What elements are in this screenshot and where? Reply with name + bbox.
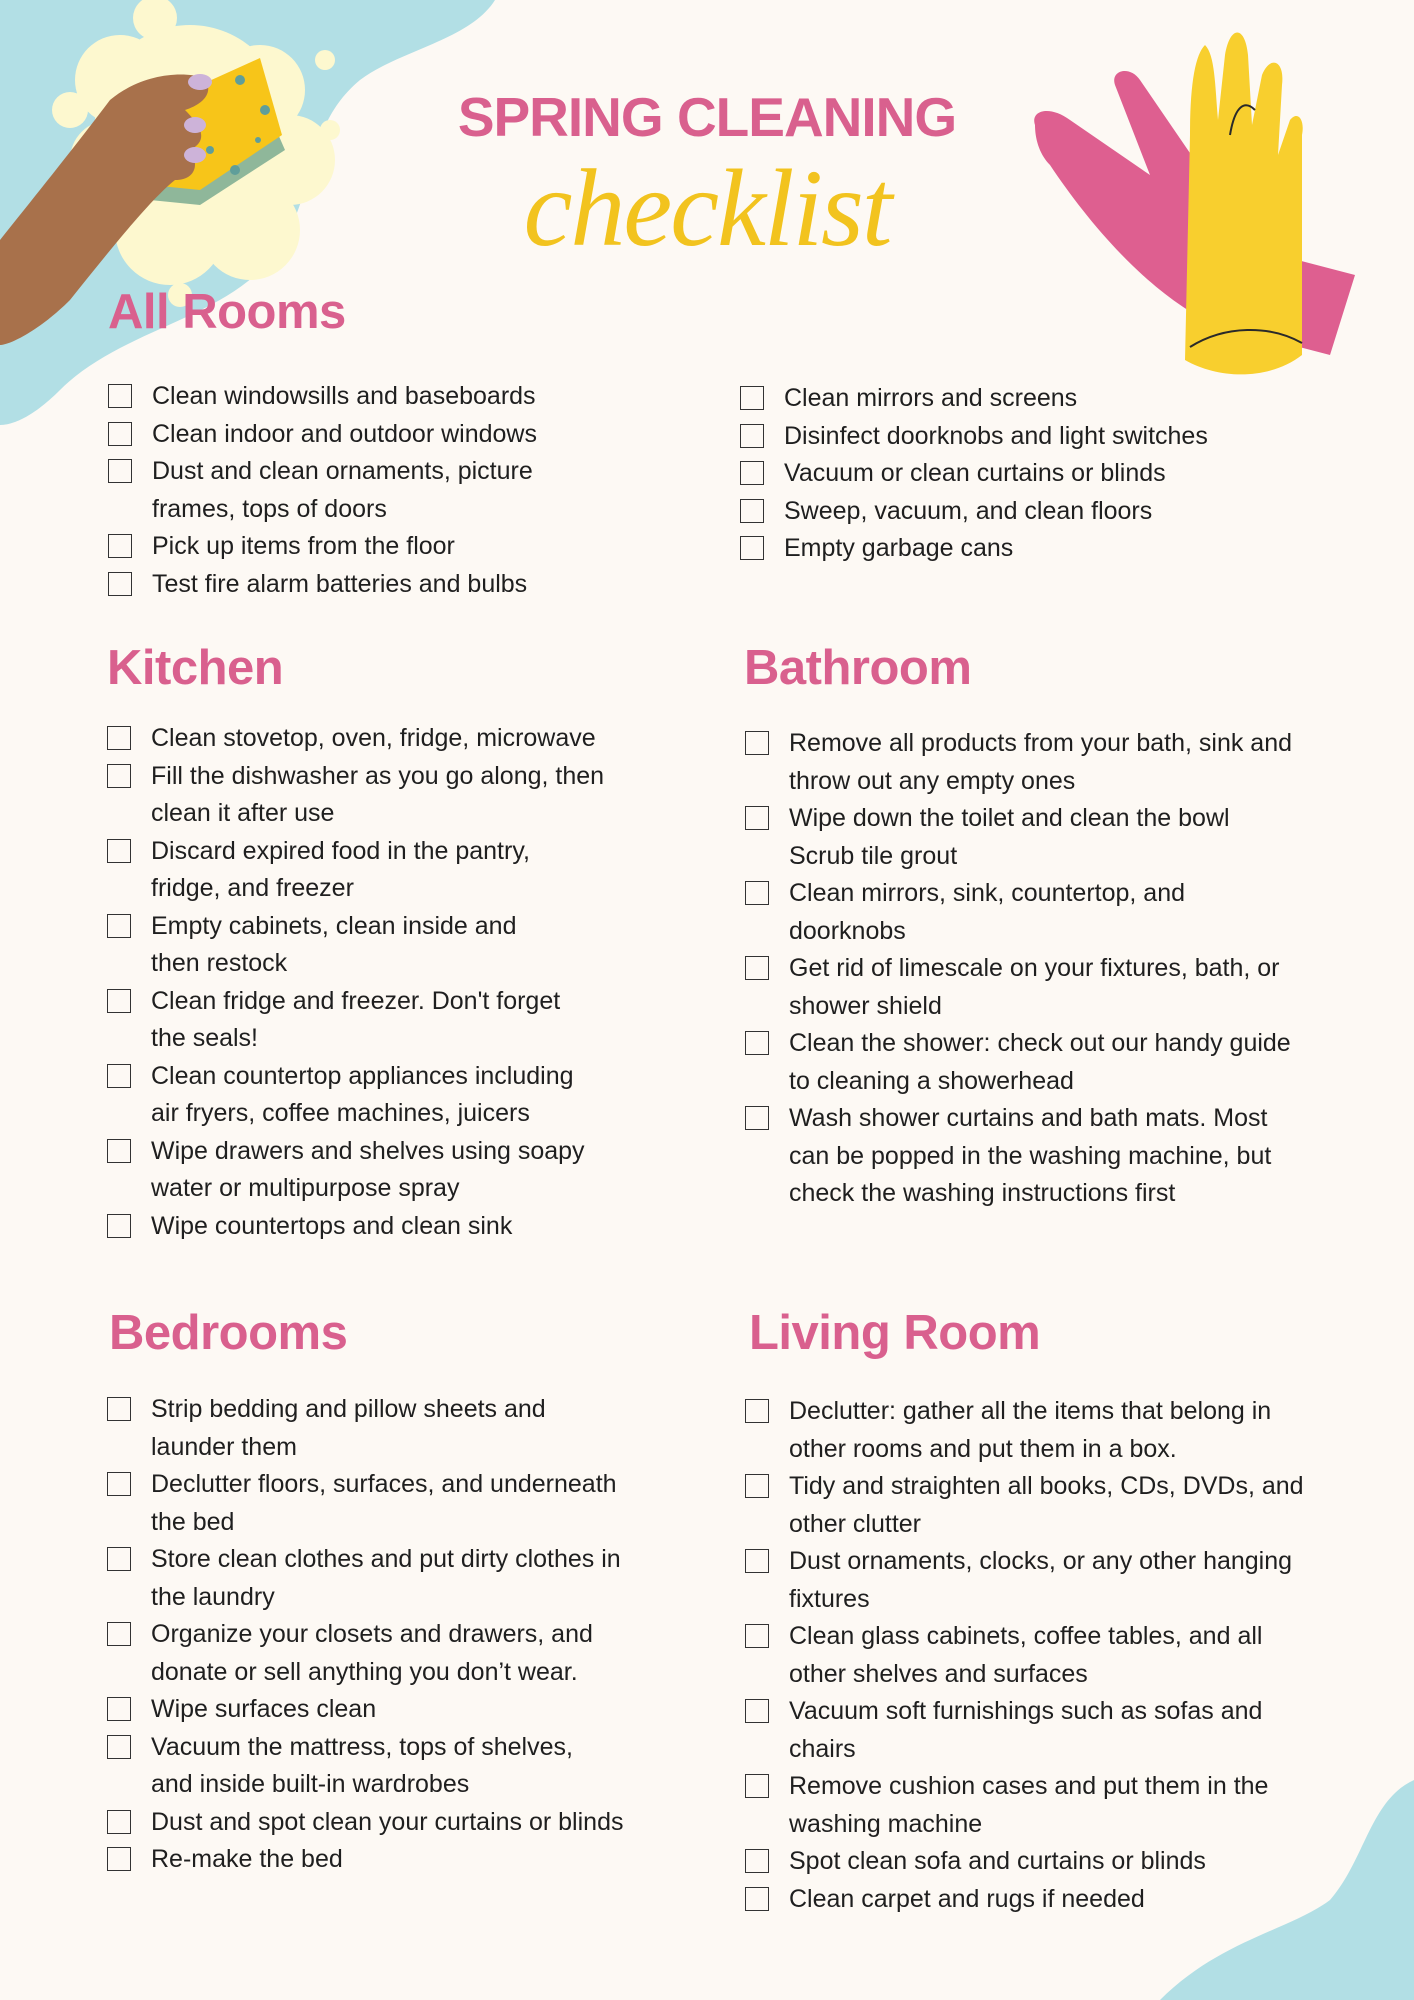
- checklist-item: [745, 1618, 1304, 1693]
- checklist-item: [745, 950, 1292, 1025]
- heading-all-rooms: All Rooms: [108, 285, 346, 339]
- checklist-item: [745, 875, 1292, 950]
- checklist-item: [107, 1616, 623, 1691]
- bedrooms-list: [107, 1391, 623, 1879]
- checkbox[interactable]: [745, 806, 769, 830]
- checklist-item-text: Get rid of limescale on your fixtures, bath, or: [789, 954, 1280, 982]
- checklist-item: [107, 1133, 604, 1208]
- checkbox[interactable]: [745, 1887, 769, 1911]
- checkbox[interactable]: [108, 534, 132, 558]
- checklist-item-text: to cleaning a showerhead: [789, 1066, 1074, 1095]
- checkbox[interactable]: [745, 1624, 769, 1648]
- checkbox[interactable]: [107, 989, 131, 1013]
- checklist-item-text: Empty cabinets, clean inside and: [151, 911, 517, 940]
- checklist-item: [745, 800, 1292, 875]
- checklist-item-text: Remove cushion cases and put them in the: [789, 1772, 1269, 1800]
- checkbox[interactable]: [107, 1472, 131, 1496]
- checklist-item: [107, 983, 604, 1058]
- checklist-item: [740, 418, 1208, 456]
- checklist-item-text: Clean mirrors, sink, countertop, and: [789, 879, 1186, 907]
- checkbox[interactable]: [745, 1031, 769, 1055]
- checkbox[interactable]: [740, 461, 764, 485]
- checklist-item-text: throw out any empty ones: [789, 766, 1076, 795]
- checklist-item: [107, 1691, 623, 1729]
- checklist-item-text: Dust ornaments, clocks, or any other hanging: [789, 1547, 1293, 1575]
- checklist-item: [107, 908, 604, 983]
- checklist-item-text: Clean windowsills and baseboards: [152, 382, 536, 410]
- checklist-item-text: can be popped in the washing machine, but: [789, 1141, 1272, 1170]
- checkbox[interactable]: [107, 1214, 131, 1238]
- checkbox[interactable]: [745, 1474, 769, 1498]
- checklist-item-text: air fryers, coffee machines, juicers: [151, 1099, 530, 1127]
- checklist-item-text: Store clean clothes and put dirty clothes in: [151, 1545, 621, 1573]
- checkbox[interactable]: [745, 1699, 769, 1723]
- checkbox[interactable]: [107, 764, 131, 788]
- checklist-item-text: and inside built-in wardrobes: [151, 1770, 470, 1798]
- checklist-item-text: Clean mirrors and screens: [784, 384, 1078, 412]
- checklist-item-text: fixtures: [789, 1584, 870, 1613]
- checklist-item-text: Clean carpet and rugs if needed: [789, 1884, 1145, 1913]
- checklist-item: [108, 453, 537, 528]
- checklist-item: [108, 416, 537, 454]
- checkbox[interactable]: [107, 1697, 131, 1721]
- checklist-item-text: the bed: [151, 1507, 235, 1536]
- checklist-item-text: fridge, and freezer: [151, 874, 354, 902]
- checkbox[interactable]: [107, 1064, 131, 1088]
- checklist-item: [745, 1881, 1304, 1919]
- checklist-item-text: then restock: [151, 949, 288, 977]
- checklist-item-text: Vacuum the mattress, tops of shelves,: [151, 1732, 573, 1761]
- checklist-item: [107, 833, 604, 908]
- checklist-item-text: donate or sell anything you don’t wear.: [151, 1657, 578, 1686]
- checklist-item-text: Clean countertop appliances including: [151, 1061, 574, 1090]
- checkbox[interactable]: [745, 881, 769, 905]
- checkbox[interactable]: [745, 956, 769, 980]
- checklist-item: [107, 720, 604, 758]
- checklist-item-text: Wipe surfaces clean: [151, 1695, 377, 1723]
- checklist-item-text: Strip bedding and pillow sheets and: [151, 1395, 546, 1423]
- checklist-item-text: other shelves and surfaces: [789, 1659, 1088, 1688]
- checklist-item-text: Clean the shower: check out our handy guide: [789, 1029, 1291, 1057]
- checklist-item-text: Tidy and straighten all books, CDs, DVDs, and: [789, 1472, 1304, 1500]
- checklist-item-text: shower shield: [789, 991, 942, 1020]
- checklist-item-text: washing machine: [789, 1809, 983, 1838]
- checkbox[interactable]: [740, 499, 764, 523]
- checklist-item-text: Test fire alarm batteries and bulbs: [152, 569, 528, 598]
- checklist-item-text: Spot clean sofa and curtains or blinds: [789, 1847, 1206, 1875]
- checklist-item: [107, 1208, 604, 1246]
- checklist-item-text: frames, tops of doors: [152, 494, 387, 523]
- checklist-item-text: Empty garbage cans: [784, 534, 1014, 562]
- checklist-item: [108, 378, 537, 416]
- checklist-item: [740, 455, 1208, 493]
- checkbox[interactable]: [745, 1774, 769, 1798]
- checkbox[interactable]: [108, 422, 132, 446]
- checklist-item-text: Clean stovetop, oven, fridge, microwave: [151, 724, 596, 752]
- checklist-item: [107, 1391, 623, 1466]
- checklist-item-text: Declutter: gather all the items that belong in: [789, 1397, 1272, 1425]
- page-subtitle-script: checklist: [523, 147, 891, 269]
- checklist-item: [745, 1100, 1292, 1213]
- checkbox[interactable]: [108, 572, 132, 596]
- checklist-item: [745, 1693, 1304, 1768]
- checklist-item-text: Remove all products from your bath, sink and: [789, 729, 1293, 757]
- checklist-item-text: Wipe drawers and shelves using soapy: [151, 1136, 585, 1165]
- checkbox[interactable]: [745, 1549, 769, 1573]
- checklist-item-text: chairs: [789, 1734, 856, 1763]
- checkbox[interactable]: [107, 914, 131, 938]
- checklist-item-text: the laundry: [151, 1582, 275, 1611]
- checkbox[interactable]: [745, 1399, 769, 1423]
- checklist-item: [107, 758, 604, 833]
- checklist-item: [107, 1541, 623, 1616]
- checklist-item-text: Declutter floors, surfaces, and underneath: [151, 1470, 617, 1498]
- living-room-list: [745, 1393, 1304, 1918]
- checklist-item: [745, 1468, 1304, 1543]
- checklist-item-text: launder them: [151, 1432, 297, 1461]
- checklist-item-text: Fill the dishwasher as you go along, then: [151, 761, 605, 790]
- checkbox[interactable]: [107, 1735, 131, 1759]
- checkbox[interactable]: [107, 726, 131, 750]
- page-title: SPRING CLEANING: [457, 86, 957, 148]
- checklist-item-text: Clean fridge and freezer. Don't forget: [151, 986, 561, 1015]
- checklist-item-text: other rooms and put them in a box.: [789, 1434, 1177, 1463]
- checklist-item: [745, 1393, 1304, 1468]
- checklist-item-text: the seals!: [151, 1024, 259, 1052]
- checklist-item-text: Clean glass cabinets, coffee tables, and all: [789, 1622, 1263, 1650]
- checklist-item-text: water or multipurpose spray: [151, 1174, 460, 1202]
- checklist-item-text: other clutter: [789, 1509, 922, 1538]
- kitchen-list: [107, 720, 604, 1245]
- checklist-item: [745, 1768, 1304, 1843]
- checklist-item-text: Dust and clean ornaments, picture: [152, 457, 533, 485]
- checkbox[interactable]: [740, 536, 764, 560]
- checklist-item: [108, 566, 537, 604]
- checklist-item-text: Clean indoor and outdoor windows: [152, 419, 537, 448]
- checklist-item-text: Vacuum soft furnishings such as sofas and: [789, 1697, 1263, 1725]
- checkbox[interactable]: [107, 1847, 131, 1871]
- checkbox[interactable]: [107, 1810, 131, 1834]
- checkbox[interactable]: [107, 839, 131, 863]
- checkbox[interactable]: [745, 1849, 769, 1873]
- all-rooms-list-right: [740, 380, 1208, 568]
- checklist-item-text: check the washing instructions first: [789, 1179, 1176, 1207]
- checklist-item: [107, 1058, 604, 1133]
- checklist-item: [745, 1843, 1304, 1881]
- checklist-item: [740, 530, 1208, 568]
- checklist-item-text: Wipe down the toilet and clean the bowl: [789, 804, 1230, 832]
- heading-bathroom: Bathroom: [744, 641, 972, 695]
- all-rooms-list-left: [108, 378, 537, 603]
- checklist-item-text: Organize your closets and drawers, and: [151, 1620, 593, 1648]
- checklist-item: [740, 380, 1208, 418]
- checklist-item: [107, 1804, 623, 1842]
- checklist-item-text: Wash shower curtains and bath mats. Most: [789, 1104, 1268, 1132]
- heading-kitchen: Kitchen: [107, 641, 284, 695]
- checklist-item-text: Re-make the bed: [151, 1845, 343, 1873]
- checklist-item: [107, 1466, 623, 1541]
- checklist-item-text: Scrub tile grout: [789, 841, 958, 870]
- checklist-item-text: Sweep, vacuum, and clean floors: [784, 496, 1153, 525]
- checklist-item: [107, 1841, 623, 1879]
- heading-bedrooms: Bedrooms: [109, 1306, 348, 1360]
- checkbox[interactable]: [108, 459, 132, 483]
- checkbox[interactable]: [108, 384, 132, 408]
- checklist-item: [745, 725, 1292, 800]
- checklist-item-text: Vacuum or clean curtains or blinds: [784, 459, 1166, 487]
- checkbox[interactable]: [745, 1106, 769, 1130]
- bathroom-list: [745, 725, 1292, 1213]
- checklist-item: [107, 1729, 623, 1804]
- checkbox[interactable]: [745, 731, 769, 755]
- checkbox[interactable]: [740, 424, 764, 448]
- checklist-item: [745, 1025, 1292, 1100]
- checklist-item-text: Discard expired food in the pantry,: [151, 836, 530, 865]
- checklist-item-text: Pick up items from the floor: [152, 532, 455, 560]
- checklist-item: [740, 493, 1208, 531]
- checklist-item-text: Dust and spot clean your curtains or blinds: [151, 1807, 624, 1836]
- checklist-item-text: doorknobs: [789, 916, 906, 945]
- checklist-item-text: clean it after use: [151, 799, 335, 827]
- checklist-item: [745, 1543, 1304, 1618]
- checkbox[interactable]: [740, 386, 764, 410]
- checklist-item: [108, 528, 537, 566]
- checkbox[interactable]: [107, 1622, 131, 1646]
- checkbox[interactable]: [107, 1397, 131, 1421]
- checklist-item-text: Wipe countertops and clean sink: [151, 1211, 513, 1240]
- checklist-item-text: Disinfect doorknobs and light switches: [784, 421, 1208, 450]
- checkbox[interactable]: [107, 1547, 131, 1571]
- checkbox[interactable]: [107, 1139, 131, 1163]
- heading-living-room: Living Room: [749, 1306, 1041, 1360]
